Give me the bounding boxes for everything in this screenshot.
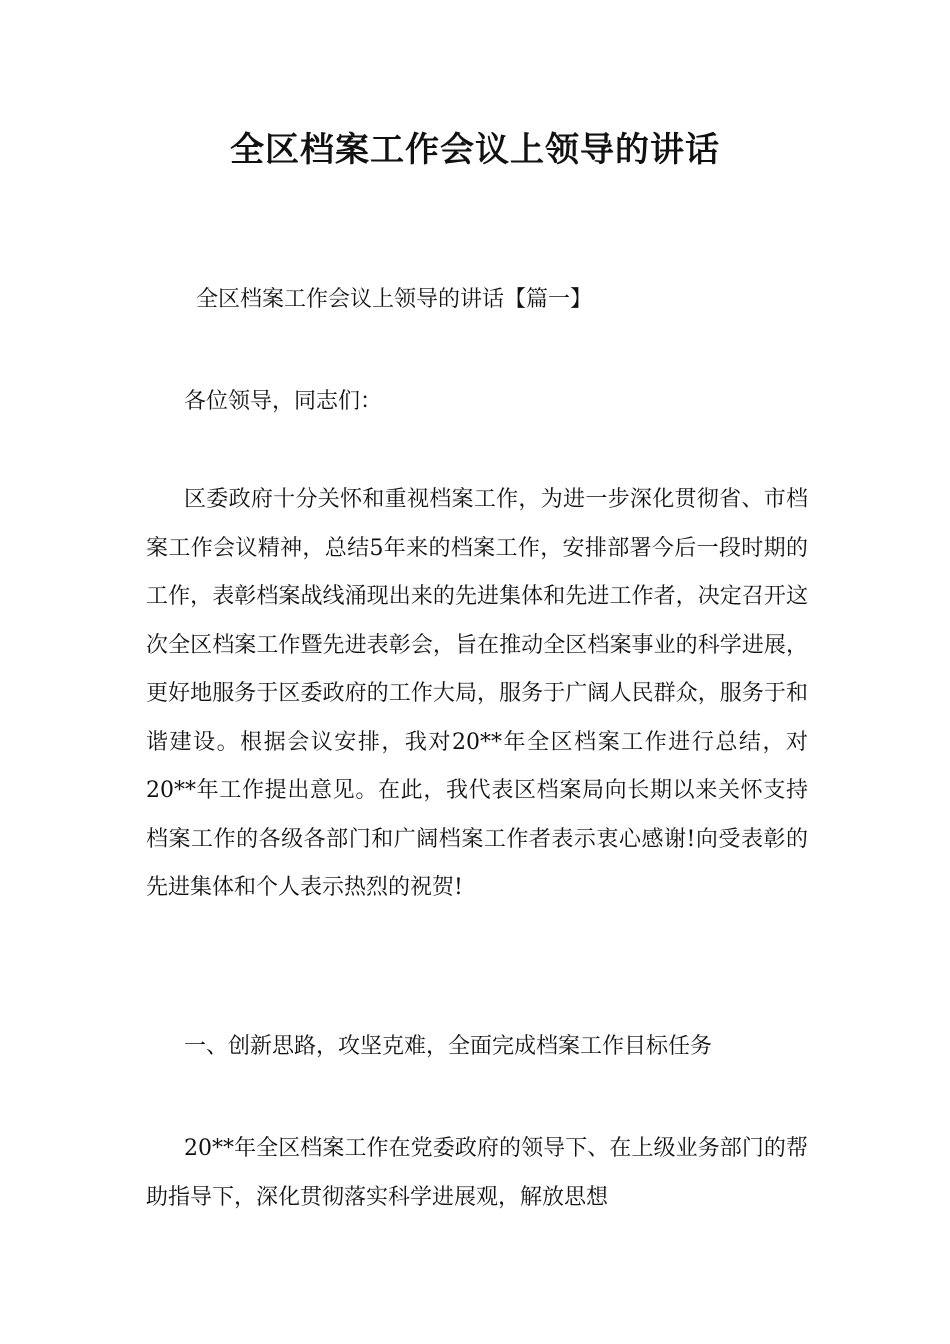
section-heading-1: 一、创新思路，攻坚克难，全面完成档案工作目标任务 <box>184 1034 713 1059</box>
document-subtitle: 全区档案工作会议上领导的讲话【篇一】 <box>196 287 593 312</box>
body-paragraph-2: 20**年全区档案工作在党委政府的领导下、在上级业务部门的帮助指导下，深化贯彻落实科学进展观，解放思想 <box>146 1136 808 1210</box>
body-paragraph-1: 区委政府十分关怀和重视档案工作，为进一步深化贯彻省、市档案工作会议精神，总结5年来的档案工作，安排部署今后一段时期的工作，表彰档案战线涌现出来的先进集体和先进工作者，决定召开这次全区档案工作暨先进表彰会，旨在推动全区档案事业的科学进展，更好地服务于区委政府的工作大局，服务于广阔人民群众，服务于和谐建设。根据会议安排，我对20**年全区档案工作进行总结，对20**年工作提出意见。在此，我代表区档案局向长期以来关怀支持档案工作的各级各部门和广阔档案工作者表示衷心感谢!向受表彰的先进集体和个人表示热烈的祝贺! <box>146 487 808 900</box>
document-title: 全区档案工作会议上领导的讲话 <box>230 130 720 170</box>
greeting-line: 各位领导，同志们： <box>184 389 383 414</box>
